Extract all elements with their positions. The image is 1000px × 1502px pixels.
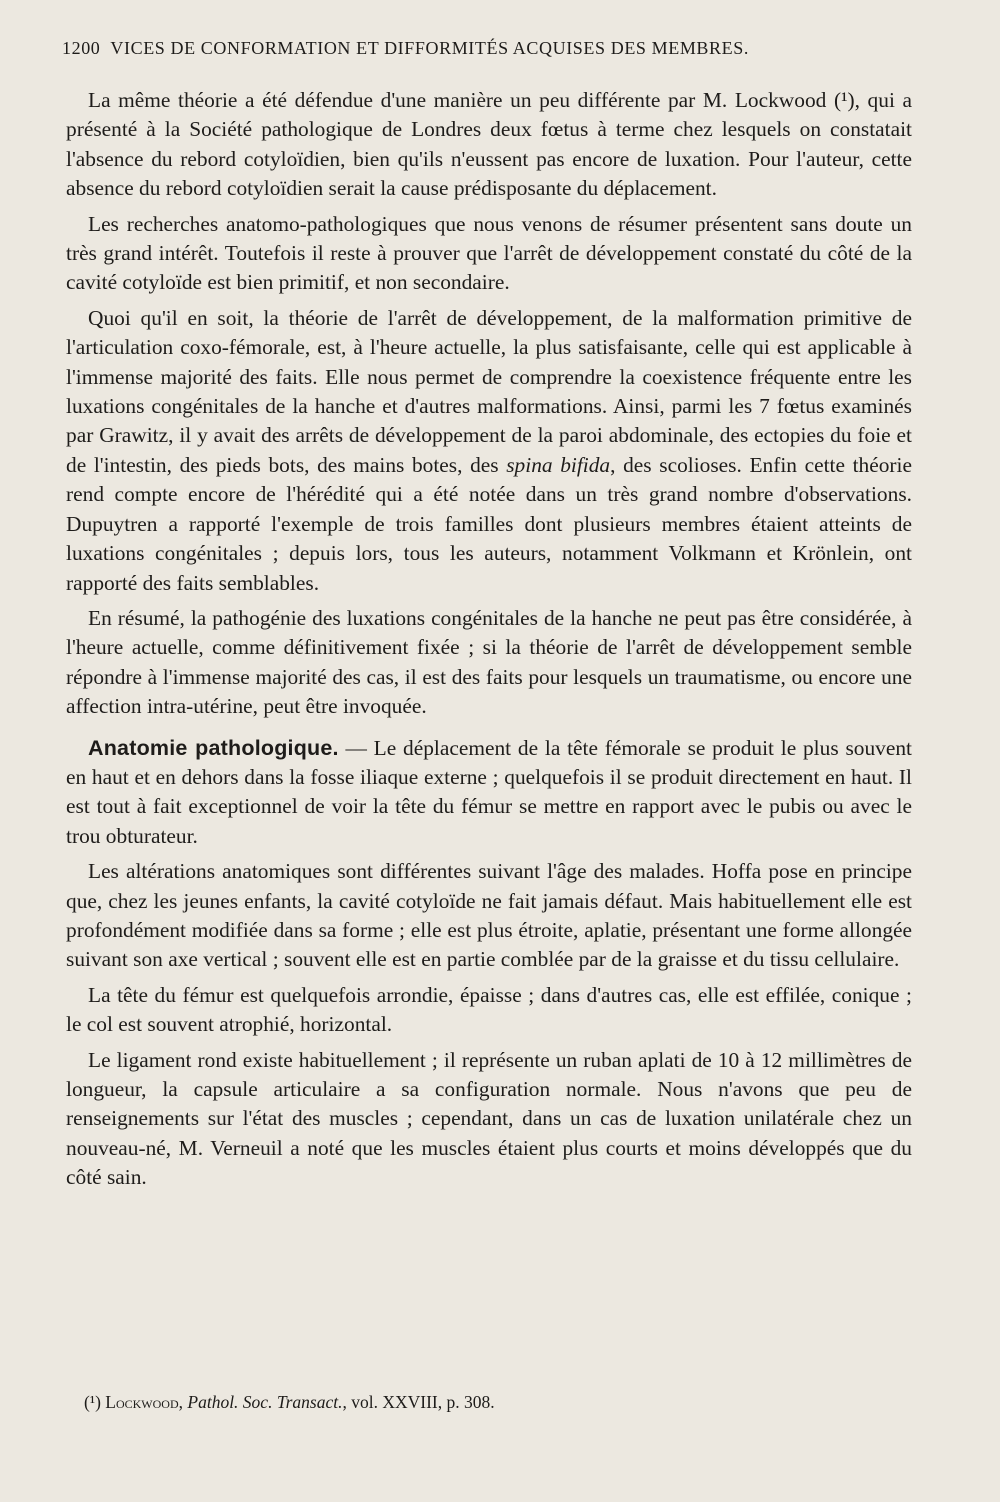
footnote-marker: (¹) xyxy=(84,1392,101,1412)
running-title: VICES DE CONFORMATION ET DIFFORMITÉS ACQUISES DES MEMBRES. xyxy=(110,38,749,58)
footnote-author: Lockwood xyxy=(105,1392,179,1412)
paragraph-recherches: Les recherches anatomo-pathologiques que nous venons de résumer présentent sans doute un très grand intérêt. Toutefois il reste à prouver que l'arrêt de développement constaté du côté de la cavité cotyloïde est bien primitif, et non secondaire. xyxy=(66,211,912,295)
page-number: 1200 xyxy=(62,38,101,58)
body-text xyxy=(66,86,912,1199)
paragraph-anatomie xyxy=(66,734,912,852)
footnote-journal: Pathol. Soc. Transact. xyxy=(187,1392,343,1412)
paragraph-alterations: Les altérations anatomiques sont différentes suivant l'âge des malades. Hoffa pose en principe que, chez les jeunes enfants, la cavité cotyloïde ne fait jamais défaut. Mais habituellement elle est profondément modifiée dans sa forme ; elle est plus étroite, aplatie, présentant une forme allongée suivant son axe vertical ; souvent elle est en partie comblée par de la graisse et du tissu cellulaire. xyxy=(66,859,912,972)
paragraph-theorie-part2: , des scolioses. Enfin cette théorie rend compte encore de l'hérédité qui a été notée dans un très grand nombre d'observations. Dupuytren a rapporté l'exemple de trois familles dont plusieurs membres étaient atteints de luxations congénitales ; depuis lors, tous les auteurs, notamment Volkmann et Krönlein, ont rapporté des faits semblables. xyxy=(66,452,912,595)
paragraph-resume: En résumé, la pathogénie des luxations congénitales de la hanche ne peut pas être considérée, à l'heure actuelle, comme définitivement fixée ; si la théorie de l'arrêt de développement semble répondre à l'immense majorité des cas, il est des faits pour lesquels un traumatisme, ou encore une affection intra-utérine, peut être invoquée. xyxy=(66,605,912,719)
paragraph-anatomie-text: — Le déplacement de la tête fémorale se produit le plus souvent en haut et en dehors dans la fosse iliaque externe ; quelquefois il se produit directement en haut. Il est tout à fait exceptionnel de voir la tête du fémur se mettre en rapport avec le pubis ou avec le trou obturateur. xyxy=(66,735,912,848)
spina-bifida-term: spina bifida xyxy=(506,452,611,477)
paragraph-tete-femur: La tête du fémur est quelquefois arrondie, épaisse ; dans d'autres cas, elle est effilée, conique ; le col est souvent atrophié, horizontal. xyxy=(66,982,912,1037)
paragraph-theorie xyxy=(66,304,912,598)
footnote-rest: , vol. XXVIII, p. 308. xyxy=(342,1392,495,1412)
section-heading: Anatomie pathologique. xyxy=(88,735,339,760)
running-header xyxy=(62,38,892,59)
footnote: (¹) Lockwood, Pathol. Soc. Transact., vol. XXVIII, p. 308. xyxy=(84,1392,495,1412)
paragraph-theorie-part1: Quoi qu'il en soit, la théorie de l'arrêt de développement, de la malformation primitive de l'articulation coxo-fémorale, est, à l'heure actuelle, la plus satisfaisante, celle qui est applicable à l'immense majorité des faits. Elle nous permet de comprendre la coexistence fréquente entre les luxations congénitales de la hanche et d'autres malformations. Ainsi, parmi les 7 fœtus examinés par Grawitz, il y avait des arrêts de développement de la paroi abdominale, des ectopies du foie et de l'intestin, des pieds bots, des mains botes, des xyxy=(66,305,912,477)
paragraph-lockwood: La même théorie a été défendue d'une manière un peu différente par M. Lockwood (¹), qui a présenté à la Société pathologique de Londres deux fœtus à terme chez lesquels on constatait l'absence du rebord cotyloïdien, bien qu'ils n'eussent pas encore de luxation. Pour l'auteur, cette absence du rebord cotyloïdien serait la cause prédisposante du déplacement. xyxy=(66,88,912,201)
paragraph-ligament: Le ligament rond existe habituellement ; il représente un ruban aplati de 10 à 12 millimètres de longueur, la capsule articulaire a sa configuration normale. Nous n'avons que peu de renseignements sur l'état des muscles ; cependant, dans un cas de luxation unilatérale chez un nouveau-né, M. Verneuil a noté que les muscles étaient plus courts et moins développés que du côté sain. xyxy=(66,1047,912,1190)
